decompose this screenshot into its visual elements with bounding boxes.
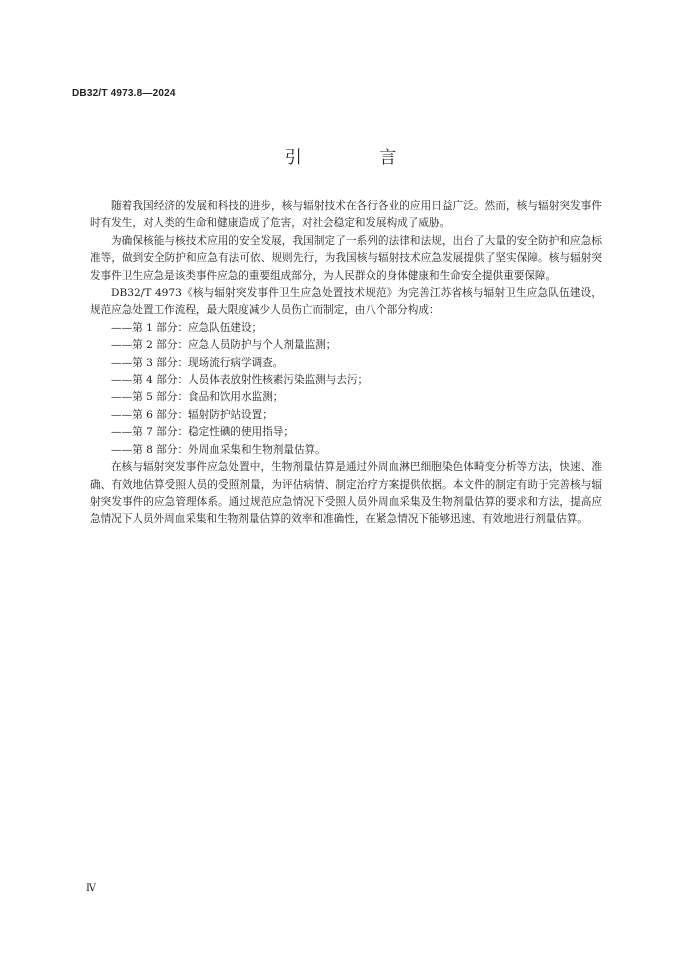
list-item: ——第 5 部分：食品和饮用水监测；: [111, 391, 284, 404]
parts-list: [90, 320, 602, 459]
page-number: Ⅳ: [86, 883, 96, 894]
list-item: ——第 8 部分：外周血采集和生物剂量估算。: [111, 443, 326, 456]
document-body: [90, 198, 602, 529]
paragraph-3: DB32/T 4973《核与辐射突发事件卫生应急处置技术规范》为完善江苏省核与辐射卫生应急队伍建设，规范应急处置工作流程，最大限度减少人员伤亡而制定，由八个部分构成：: [90, 287, 602, 317]
list-item: ——第 4 部分：人员体表放射性核素污染监测与去污；: [111, 374, 369, 387]
document-code: DB32/T 4973.8—2024: [72, 88, 176, 99]
closing-paragraph: 在核与辐射突发事件应急处置中，生物剂量估算是通过外周血淋巴细胞染色体畸变分析等方法，快速、准确、有效地估算受照人员的受照剂量，为评估病情、制定治疗方案提供依据。本文件的制定有助于完善核与辐射突发事件的应急管理体系。通过规范应急情况下受照人员外周血采集及生物剂量估算的要求和方法，提高应急情况下人员外周血采集和生物剂量估算的效率和准确性，在紧急情况下能够迅速、有效地进行剂量估算。: [90, 461, 602, 526]
list-item: ——第 1 部分：应急队伍建设；: [111, 321, 263, 334]
list-item: ——第 2 部分：应急人员防护与个人剂量监测；: [111, 339, 337, 352]
list-item: ——第 3 部分：现场流行病学调查。: [111, 356, 284, 369]
paragraph-2: 为确保核能与核技术应用的安全发展，我国制定了一系列的法律和法规，出台了大量的安全防护和应急标准等，做到安全防护和应急有法可依、规则先行，为我国核与辐射技术应急发展提供了坚实保障。核与辐射突发事件卫生应急是该类事件应急的重要组成部分，为人民群众的身体健康和生命安全提供重要保障。: [90, 234, 602, 282]
list-item: ——第 7 部分：稳定性碘的使用指导；: [111, 426, 294, 439]
paragraph-1: 随着我国经济的发展和科技的进步，核与辐射技术在各行各业的应用日益广泛。然而，核与辐射突发事件时有发生，对人类的生命和健康造成了危害，对社会稳定和发展构成了威胁。: [90, 200, 602, 230]
list-item: ——第 6 部分：辐射防护站设置；: [111, 408, 273, 421]
section-title: 引 言: [284, 148, 433, 168]
